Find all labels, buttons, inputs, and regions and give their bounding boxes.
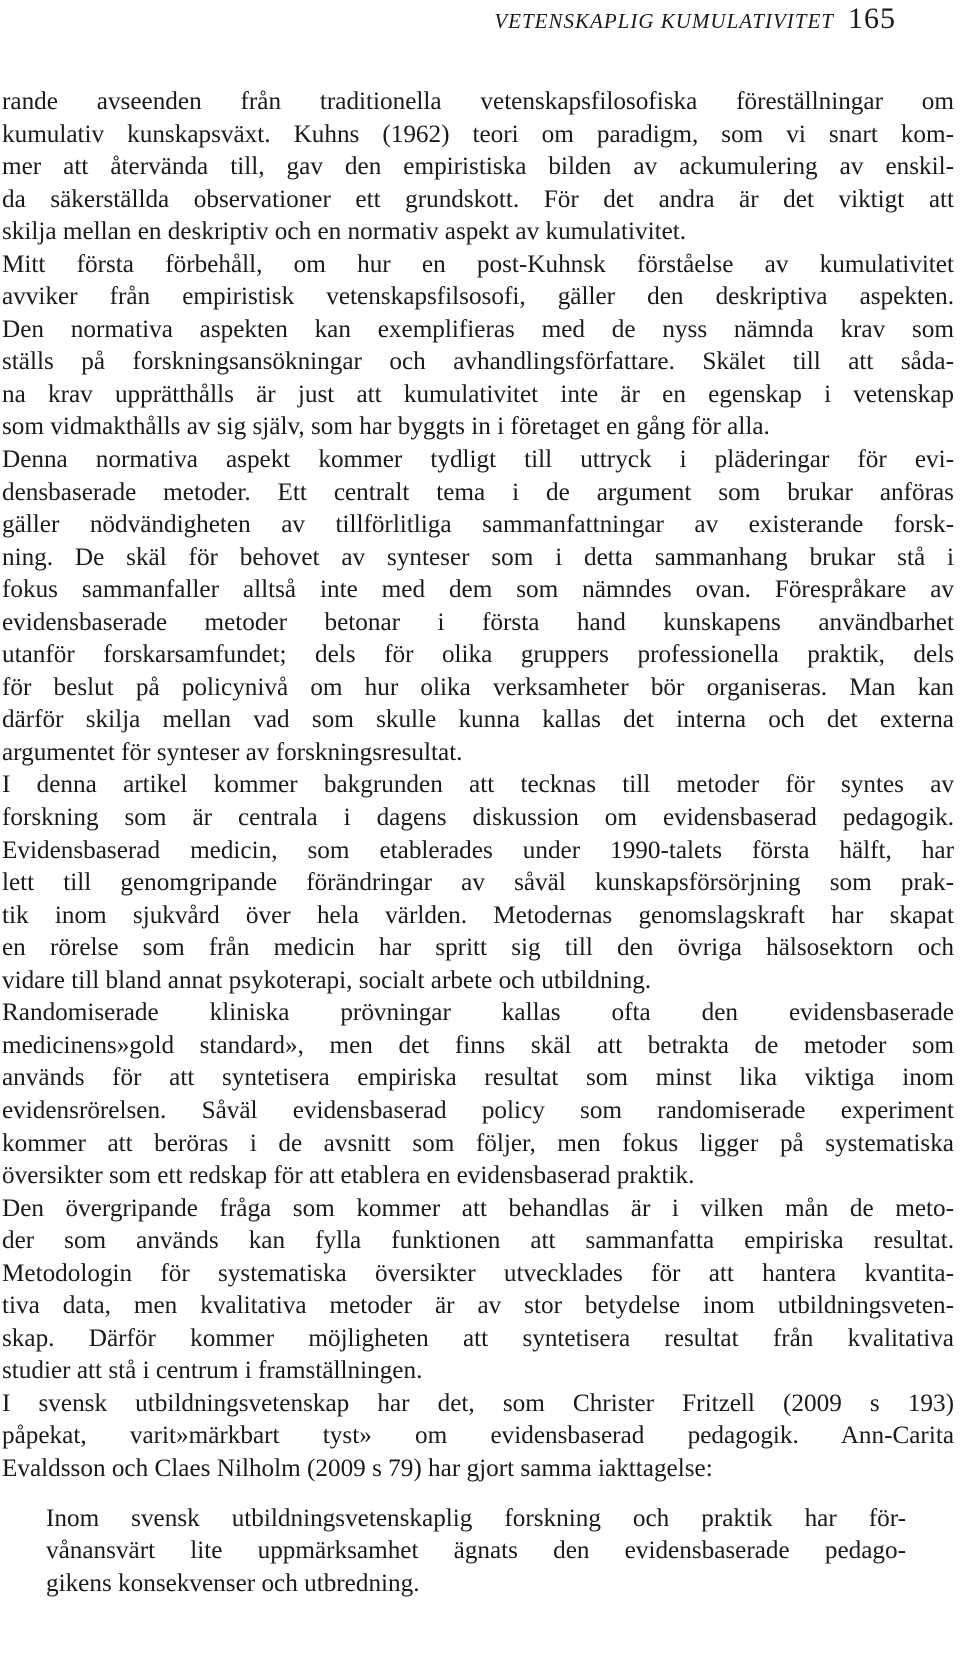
text-line: evidensrörelsen. Såväl evidensbaserad policy som randomiserade experiment	[2, 1096, 954, 1124]
text-line: därför skilja mellan vad som skulle kunna kallas det interna och det externa	[2, 706, 954, 734]
paragraph-3	[2, 444, 954, 769]
text-line: Den övergripande frågа som kommer att behandlas är i vilken mån de meto-	[2, 1194, 954, 1222]
text-line: tiva data, men kvalitativa metoder är av stor betydelse inom utbildningsveten-	[2, 1292, 954, 1320]
text-line: en rörelse som från medicin har spritt sig till den övriga hälsosektorn och	[2, 934, 954, 962]
text-line: som vidmakthålls av sig själv, som har byggts in i företaget en gång för alla.	[2, 413, 770, 441]
text-line: densbaserade metoder. Ett centralt tema i de argument som brukar anföras	[2, 478, 954, 506]
text-line: tik inom sjukvård över hela världen. Metodernas genomslagskraft har skapat	[2, 901, 954, 929]
text-line: Metodologin för systematiska översikter utvecklades för att hantera kvantita-	[2, 1259, 954, 1287]
body-text	[2, 86, 954, 1600]
paragraph-1	[2, 86, 954, 249]
text-line: avviker från empiristisk vetenskapsfilsosofi, gäller den deskriptiva aspekten.	[2, 283, 954, 311]
quote-line: Inom svensk utbildningsvetenskaplig forskning och praktik har för-	[46, 1504, 906, 1532]
text-line: forskning som är centrala i dagens diskussion om evidensbaserad pedagogik.	[2, 804, 954, 832]
paragraph-5	[2, 997, 954, 1192]
paragraph-4	[2, 769, 954, 997]
text-line: skilja mellan en deskriptiv och en normativ aspekt av kumulativitet.	[2, 218, 687, 246]
paragraph-7	[2, 1388, 954, 1486]
text-line: Randomiserade kliniska prövningar kallas ofta den evidensbaserade	[2, 999, 954, 1027]
text-line: översikter som ett redskap för att etablera en evidensbaserad praktik.	[2, 1162, 695, 1190]
text-line: används för att syntetisera empiriska resultat som minst lika viktiga inom	[2, 1064, 954, 1092]
quote-line: gikens konsekvenser och utbredning.	[46, 1569, 420, 1597]
text-line: rande avseenden från traditionella vetenskapsfilosofiska föreställningar om	[2, 88, 954, 115]
text-line: utanför forskarsamfundet; dels för olika gruppers professionella praktik, dels	[2, 641, 954, 669]
text-line: för beslut på policynivå om hur olika verksamheter bör organiseras. Man kan	[2, 673, 954, 701]
paragraph-2	[2, 249, 954, 444]
text-line: der som används kan fylla funktionen att sammanfatta empiriska resultat.	[2, 1227, 954, 1255]
text-line: I denna artikel kommer bakgrunden att tecknas till metoder för syntes av	[2, 771, 954, 799]
text-line: påpekat, varit»märkbart tyst» om evidensbaserad pedagogik. Ann-Carita	[2, 1422, 954, 1450]
text-line: Evaldsson och Claes Nilholm (2009 s 79) har gjort samma iakttagelse:	[2, 1454, 713, 1482]
text-line: kumulativ kunskapsväxt. Kuhns (1962) teori om paradigm, som vi snart kom-	[2, 120, 954, 148]
text-line: skap. Därför kommer möjligheten att syntetisera resultat från kvalitativa	[2, 1324, 954, 1352]
text-line: da säkerställda observationer ett grundskott. För det andra är det viktigt att	[2, 185, 954, 213]
block-quote	[46, 1503, 906, 1601]
paragraph-6	[2, 1193, 954, 1388]
text-line: medicinens»gold standard», men det finns skäl att betrakta de metoder som	[2, 1031, 954, 1059]
text-line: I svensk utbildningsvetenskap har det, som Christer Fritzell (2009 s 193)	[2, 1389, 954, 1417]
text-line: mer att återvända till, gav den empiristiska bilden av ackumulering av enskil-	[2, 153, 954, 181]
text-line: vidare till bland annat psykoterapi, socialt arbete och utbildning.	[2, 966, 652, 994]
text-line: gäller nödvändigheten av tillförlitliga sammanfattningar av existerande forsk-	[2, 511, 954, 539]
text-line: kommer att beröras i de avsnitt som följer, men fokus ligger på systematiska	[2, 1129, 954, 1157]
text-line: fokus sammanfaller alltså inte med dem som nämndes ovan. Förespråkare av	[2, 576, 954, 604]
text-line: na krav upprätthålls är just att kumulativitet inte är en egenskap i vetenskap	[2, 380, 954, 408]
text-line: ställs på forskningsansökningar och avhandlingsförfattare. Skälet till att såda-	[2, 348, 954, 376]
text-line: Denna normativa aspekt kommer tydligt till uttryck i pläderingar för evi-	[2, 446, 954, 474]
text-line: evidensbaserade metoder betonar i första hand kunskapens användbarhet	[2, 608, 954, 636]
running-title: VETENSKAPLIG KUMULATIVITET	[494, 9, 834, 33]
text-line: ning. De skäl för behovet av synteser som i detta sammanhang brukar stå i	[2, 543, 954, 571]
text-line: argumentet för synteser av forskningsresultat.	[2, 738, 463, 766]
running-header	[494, 2, 896, 41]
text-line: studier att stå i centrum i framställningen.	[2, 1357, 423, 1385]
text-line: Den normativa aspekten kan exemplifieras med de nyss nämnda krav som	[2, 315, 954, 343]
text-line: Evidensbaserad medicin, som etablerades under 1990-talets första hälft, har	[2, 836, 954, 864]
page-number: 165	[848, 2, 896, 35]
text-line: Mitt första förbehåll, om hur en post-Kuhnsk förståelse av kumulativitet	[2, 250, 954, 278]
quote-line: vånansvärt lite uppmärksamhet ägnats den evidensbaserade pedago-	[46, 1537, 906, 1565]
text-line: lett till genomgripande förändringar av såväl kunskapsförsörjning som prak-	[2, 869, 954, 897]
